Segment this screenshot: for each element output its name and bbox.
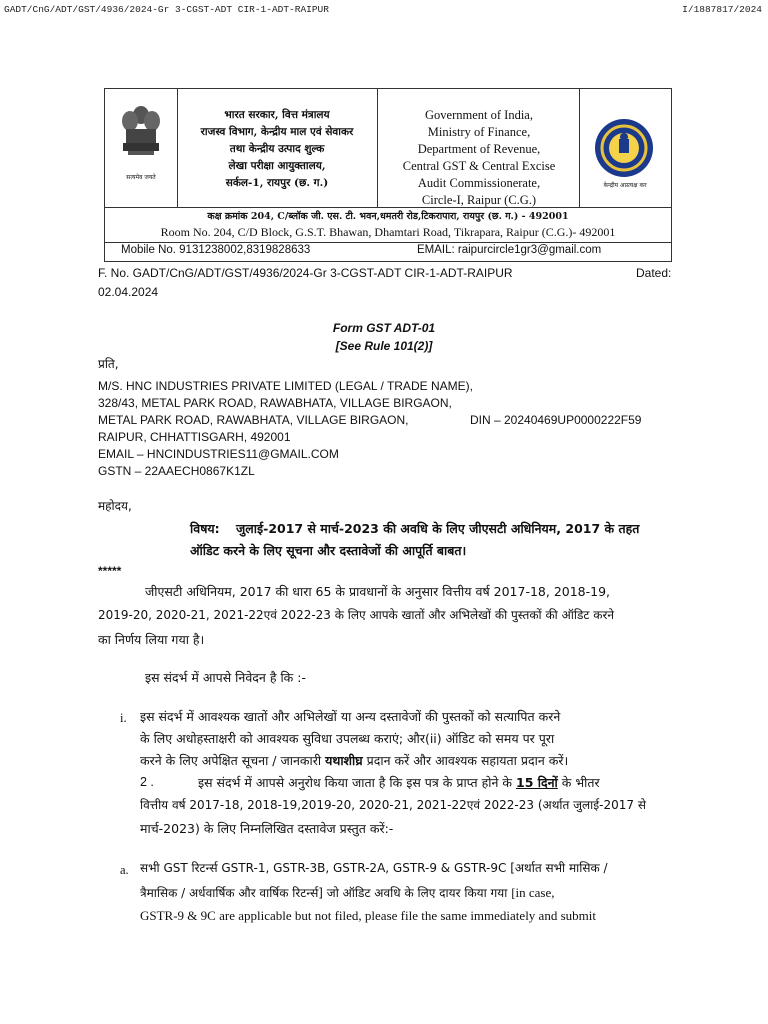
item-a-line-2: त्रैमासिक / अर्धवार्षिक और वार्षिक रिटर्न्स] जो ऑडिट अवधि के लिए दायर किया गया [in case, bbox=[140, 885, 555, 900]
item-i-marker: i. bbox=[120, 711, 127, 725]
addressee-gstn: GSTN – 22AAECH0867K1ZL bbox=[98, 464, 255, 478]
file-number: F. No. GADT/CnG/ADT/GST/4936/2024-Gr 3-CGST-ADT CIR-1-ADT-RAIPUR bbox=[98, 266, 513, 280]
subject-line-1: जुलाई-2017 से मार्च-2023 की अवधि के लिए जीएसटी अधिनियम, 2017 के तहत bbox=[236, 521, 640, 536]
item-i-line-3: करने के लिए अपेक्षित सूचना / जानकारी यथाशीघ्र प्रदान करें और आवश्यक सहायता प्रदान करें। bbox=[140, 753, 569, 768]
item-a-marker: a. bbox=[120, 863, 129, 877]
para2-line-2: वित्तीय वर्ष 2017-18, 2018-19,2019-20, 2020-21, 2021-22एवं 2022-23 (अर्थात जुलाई-2017 से bbox=[140, 798, 646, 812]
addressee-address-2: METAL PARK ROAD, RAWABHATA, VILLAGE BIRGAON, bbox=[98, 413, 409, 427]
emblem-caption: सत्यमेव जयते bbox=[126, 174, 156, 181]
para1-line-2: 2019-20, 2020-21, 2021-22एवं 2022-23 के लिए आपके खातों और अभिलेखों की पुस्तकों की ऑडिट करने bbox=[98, 608, 615, 622]
to-label: प्रति, bbox=[98, 357, 119, 371]
office-email: EMAIL: raipurcircle1gr3@gmail.com bbox=[417, 244, 602, 256]
addressee-address-1: 328/43, METAL PARK ROAD, RAWABHATA, VILLAGE BIRGAON, bbox=[98, 396, 452, 410]
salutation: महोदय, bbox=[98, 499, 132, 513]
para2-number: 2 . bbox=[140, 775, 154, 789]
para1-line-1: जीएसटी अधिनियम, 2017 की धारा 65 के प्रावधानों के अनुसार वित्तीय वर्ष 2017-18, 2018-19, bbox=[145, 584, 611, 599]
din-number: DIN – 20240469UP0000222F59 bbox=[470, 413, 642, 427]
para2-line-1: इस संदर्भ में आपसे अनुरोध किया जाता है कि इस पत्र के प्राप्त होने के 15 दिनों के भीतर bbox=[198, 775, 600, 790]
para1-line-3: का निर्णय लिया गया है। bbox=[98, 632, 205, 647]
addressee-email: EMAIL – HNCINDUSTRIES11@GMAIL.COM bbox=[98, 447, 339, 461]
item-a-line-3: GSTR-9 & 9C are applicable but not filed, please file the same immediately and submit bbox=[140, 908, 596, 923]
letter-date: 02.04.2024 bbox=[98, 285, 159, 299]
item-i-line-1: इस संदर्भ में आवश्यक खातों और अभिलेखों या अन्य दस्तावेजों की पुस्तकों को सत्यापित करने bbox=[140, 709, 561, 724]
addressee-address-3: RAIPUR, CHHATTISGARH, 492001 bbox=[98, 430, 291, 444]
page-reference-header: I/1887817/2024 bbox=[682, 4, 762, 15]
mobile-number: Mobile No. 9131238002,8319828633 bbox=[121, 244, 311, 256]
form-rule: [See Rule 101(2)] bbox=[335, 339, 433, 353]
seal-caption: केन्द्रीय अप्रत्यक्ष कर bbox=[603, 182, 647, 189]
item-i-line-2: के लिए अधोहस्ताक्षरी को आवश्यक सुविधा उपलब्ध कराएं; और(ii) ऑडिट को समय पर पूरा bbox=[140, 731, 555, 746]
address-hindi: कक्ष क्रमांक 204, C/ब्लॉक जी. एस. टी. भवन,धमतरी रोड,टिकरापारा, रायपुर (छ. ग.) - 492001 bbox=[207, 211, 569, 222]
form-title: Form GST ADT-01 bbox=[332, 321, 436, 335]
separator-stars: ***** bbox=[98, 564, 122, 578]
national-emblem-icon bbox=[113, 101, 169, 177]
para2-intro: इस संदर्भ में आपसे निवेदन है कि :- bbox=[145, 670, 306, 685]
address-english: Room No. 204, C/D Block, G.S.T. Bhawan, Dhamtari Road, Tikrapara, Raipur (C.G.)- 492001 bbox=[160, 225, 616, 239]
item-a-line-1: सभी GST रिटर्न्स GSTR-1, GSTR-3B, GSTR-2A, GSTR-9 & GSTR-9C [अर्थात सभी मासिक / bbox=[140, 861, 608, 875]
subject-line-2: ऑडिट करने के लिए सूचना और दस्तावेजों की आपूर्ति बाबत। bbox=[190, 543, 467, 558]
english-office-name: Government of India, Ministry of Finance, Department of Revenue, Central GST & Central Excise Audit Commissionerate, Circle-I, Raipur (C.G.) bbox=[402, 108, 556, 207]
file-reference-header: GADT/CnG/ADT/GST/4936/2024-Gr 3-CGST-ADT CIR-1-ADT-RAIPUR bbox=[4, 4, 329, 15]
letterhead-box bbox=[104, 88, 672, 262]
dated-label: Dated: bbox=[636, 266, 672, 280]
hindi-office-name: भारत सरकार, वित्त मंत्रालय राजस्व विभाग, केन्द्रीय माल एवं सेवाकर तथा केन्द्रीय उत्पाद शुल्क लेखा परीक्षा आयुक्तालय, सर्कल-1, रायपुर (छ. ग.) bbox=[200, 109, 354, 189]
addressee-name: M/S. HNC INDUSTRIES PRIVATE LIMITED (LEGAL / TRADE NAME), bbox=[98, 379, 473, 393]
cbic-seal-icon bbox=[593, 117, 655, 179]
para2-line-3: मार्च-2023) के लिए निम्नलिखित दस्तावेज प्रस्तुत करें:- bbox=[140, 821, 394, 836]
subject-label: विषय: bbox=[190, 521, 220, 536]
